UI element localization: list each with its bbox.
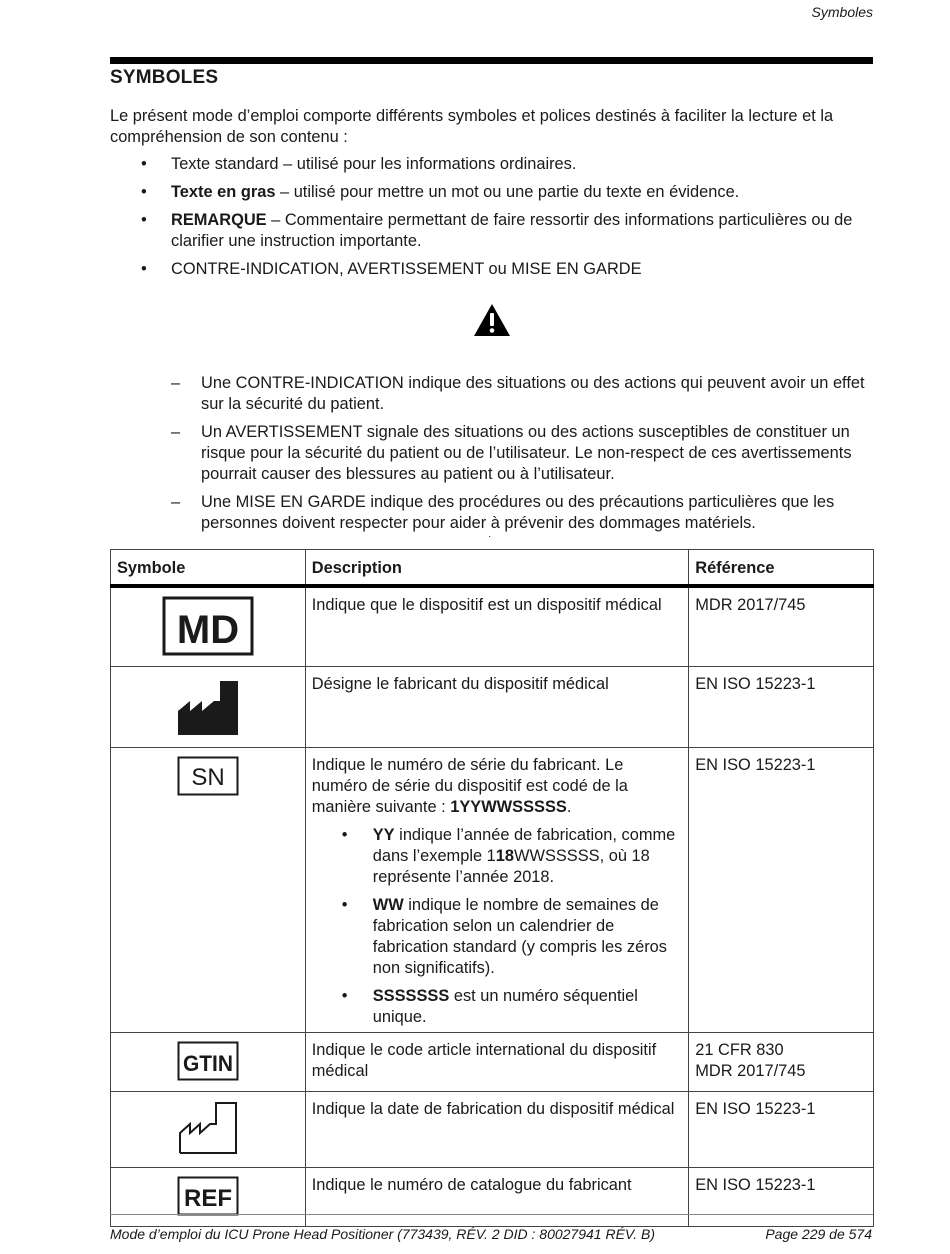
list-item: – Une MISE EN GARDE indique des procédures ou des précautions particulières que les personnes doivent respecter pour aider à prévenir des dommages matériels. [171,493,835,532]
table-row [111,1092,874,1168]
reference-cell: EN ISO 15223-1 [689,748,874,1033]
list-item: • Texte en gras – utilisé pour mettre un mot ou une partie du texte en évidence. [141,183,740,201]
gtin-symbol-text: GTIN [182,1051,233,1076]
list-item: • CONTRE-INDICATION, AVERTISSEMENT ou MISE EN GARDE [141,260,642,278]
reference-cell: MDR 2017/745 [689,586,874,667]
reference-line: 21 CFR 830 [695,1041,784,1059]
running-header: Symboles [811,4,873,20]
description-cell: Indique le numéro de série du fabricant. Le numéro de série du dispositif est codé de la manière suivante : 1YYWWSSSSS. • YY indique l’année de fabrication, comme dans l’exemple 118WWSSSSS, où 18 représente l’année 2018. • WW indique le nombre de semaines de fabrication selon un calendrier de fabrication standard (y compris les zéros non significatifs). • SSSSSSS est un numéro séquentiel unique. [305,748,688,1033]
section-body [110,106,873,541]
style-bullet-list [110,154,873,280]
footer-document-title: Mode d’emploi du ICU Prone Head Positioner (773439, RÉV. 2 DID : 80027941 RÉV. B) [110,1226,655,1242]
column-header-description: Description [305,550,688,587]
section-title: SYMBOLES [110,67,219,88]
list-item: • WW indique le nombre de semaines de fabrication selon un calendrier de fabrication standard (y compris les zéros non significatifs). [341,896,667,977]
list-item: – Un AVERTISSEMENT signale des situations ou des actions susceptibles de constituer un risque pour la sécurité du patient ou de l’utilisateur. Le non-respect de ces avertissements pourrait causer des blessures au patient ou à l’utilisateur. [171,423,852,483]
catalogue-ref-icon [177,1176,239,1216]
ref-symbol-text: REF [183,1185,232,1212]
footer-rule [110,1214,873,1215]
column-header-reference: Référence [689,550,874,587]
reference-cell: EN ISO 15223-1 [689,667,874,748]
list-item: – Une CONTRE-INDICATION indique des situations ou des actions qui peuvent avoir un effet sur la sécurité du patient. [171,374,865,413]
manufacturer-factory-icon [176,677,240,737]
list-item: • REMARQUE – Commentaire permettant de faire ressortir des informations particulières ou de clarifier une instruction importante. [141,211,853,250]
symbol-cell [111,748,306,1033]
warning-icon-block [110,287,873,365]
symbols-table [110,549,874,1227]
table-header-row [111,550,874,587]
symbol-cell [111,1033,306,1092]
md-symbol-text: MD [176,608,239,652]
description-cell: Indique que le dispositif est un dispositif médical [305,586,688,667]
table-row [111,667,874,748]
list-item: • YY indique l’année de fabrication, comme dans l’exemple 118WWSSSSS, où 18 représente l’année 2018. [341,826,676,886]
description-cell: Indique le code article international du dispositif médical [305,1033,688,1092]
list-item: • Texte standard – utilisé pour les informations ordinaires. [141,155,577,173]
intro-paragraph: Le présent mode d’emploi comporte différents symboles et polices destinés à faciliter la lecture et la compréhension de son contenu : [110,107,834,146]
description-cell: Désigne le fabricant du dispositif médical [305,667,688,748]
reference-line: MDR 2017/745 [695,1062,806,1080]
symbol-cell [111,586,306,667]
reference-cell: EN ISO 15223-1 [689,1092,874,1168]
symbol-cell [111,667,306,748]
column-header-symbol: Symbole [111,550,306,587]
serial-number-icon [177,756,239,796]
symbol-cell [111,1168,306,1227]
warning-definitions-list [110,373,873,534]
description-cell: Indique le numéro de catalogue du fabricant [305,1168,688,1227]
table-row [111,1168,874,1227]
table-row [111,748,874,1033]
description-cell: Indique la date de fabrication du dispositif médical [305,1092,688,1168]
stray-mark: · [488,531,492,542]
sn-symbol-text: SN [191,764,225,791]
top-rule [110,57,873,64]
table-row [111,1033,874,1092]
warning-triangle-icon [473,303,511,337]
date-of-manufacture-icon [177,1100,239,1156]
footer-page-number: Page 229 de 574 [765,1226,872,1242]
gtin-icon [177,1041,239,1081]
serial-format-list [312,825,682,1028]
list-item: • SSSSSSS est un numéro séquentiel unique. [341,987,638,1026]
symbol-cell [111,1092,306,1168]
table-row [111,586,874,667]
md-medical-device-icon [162,596,254,656]
reference-cell [689,1033,874,1092]
reference-cell: EN ISO 15223-1 [689,1168,874,1227]
